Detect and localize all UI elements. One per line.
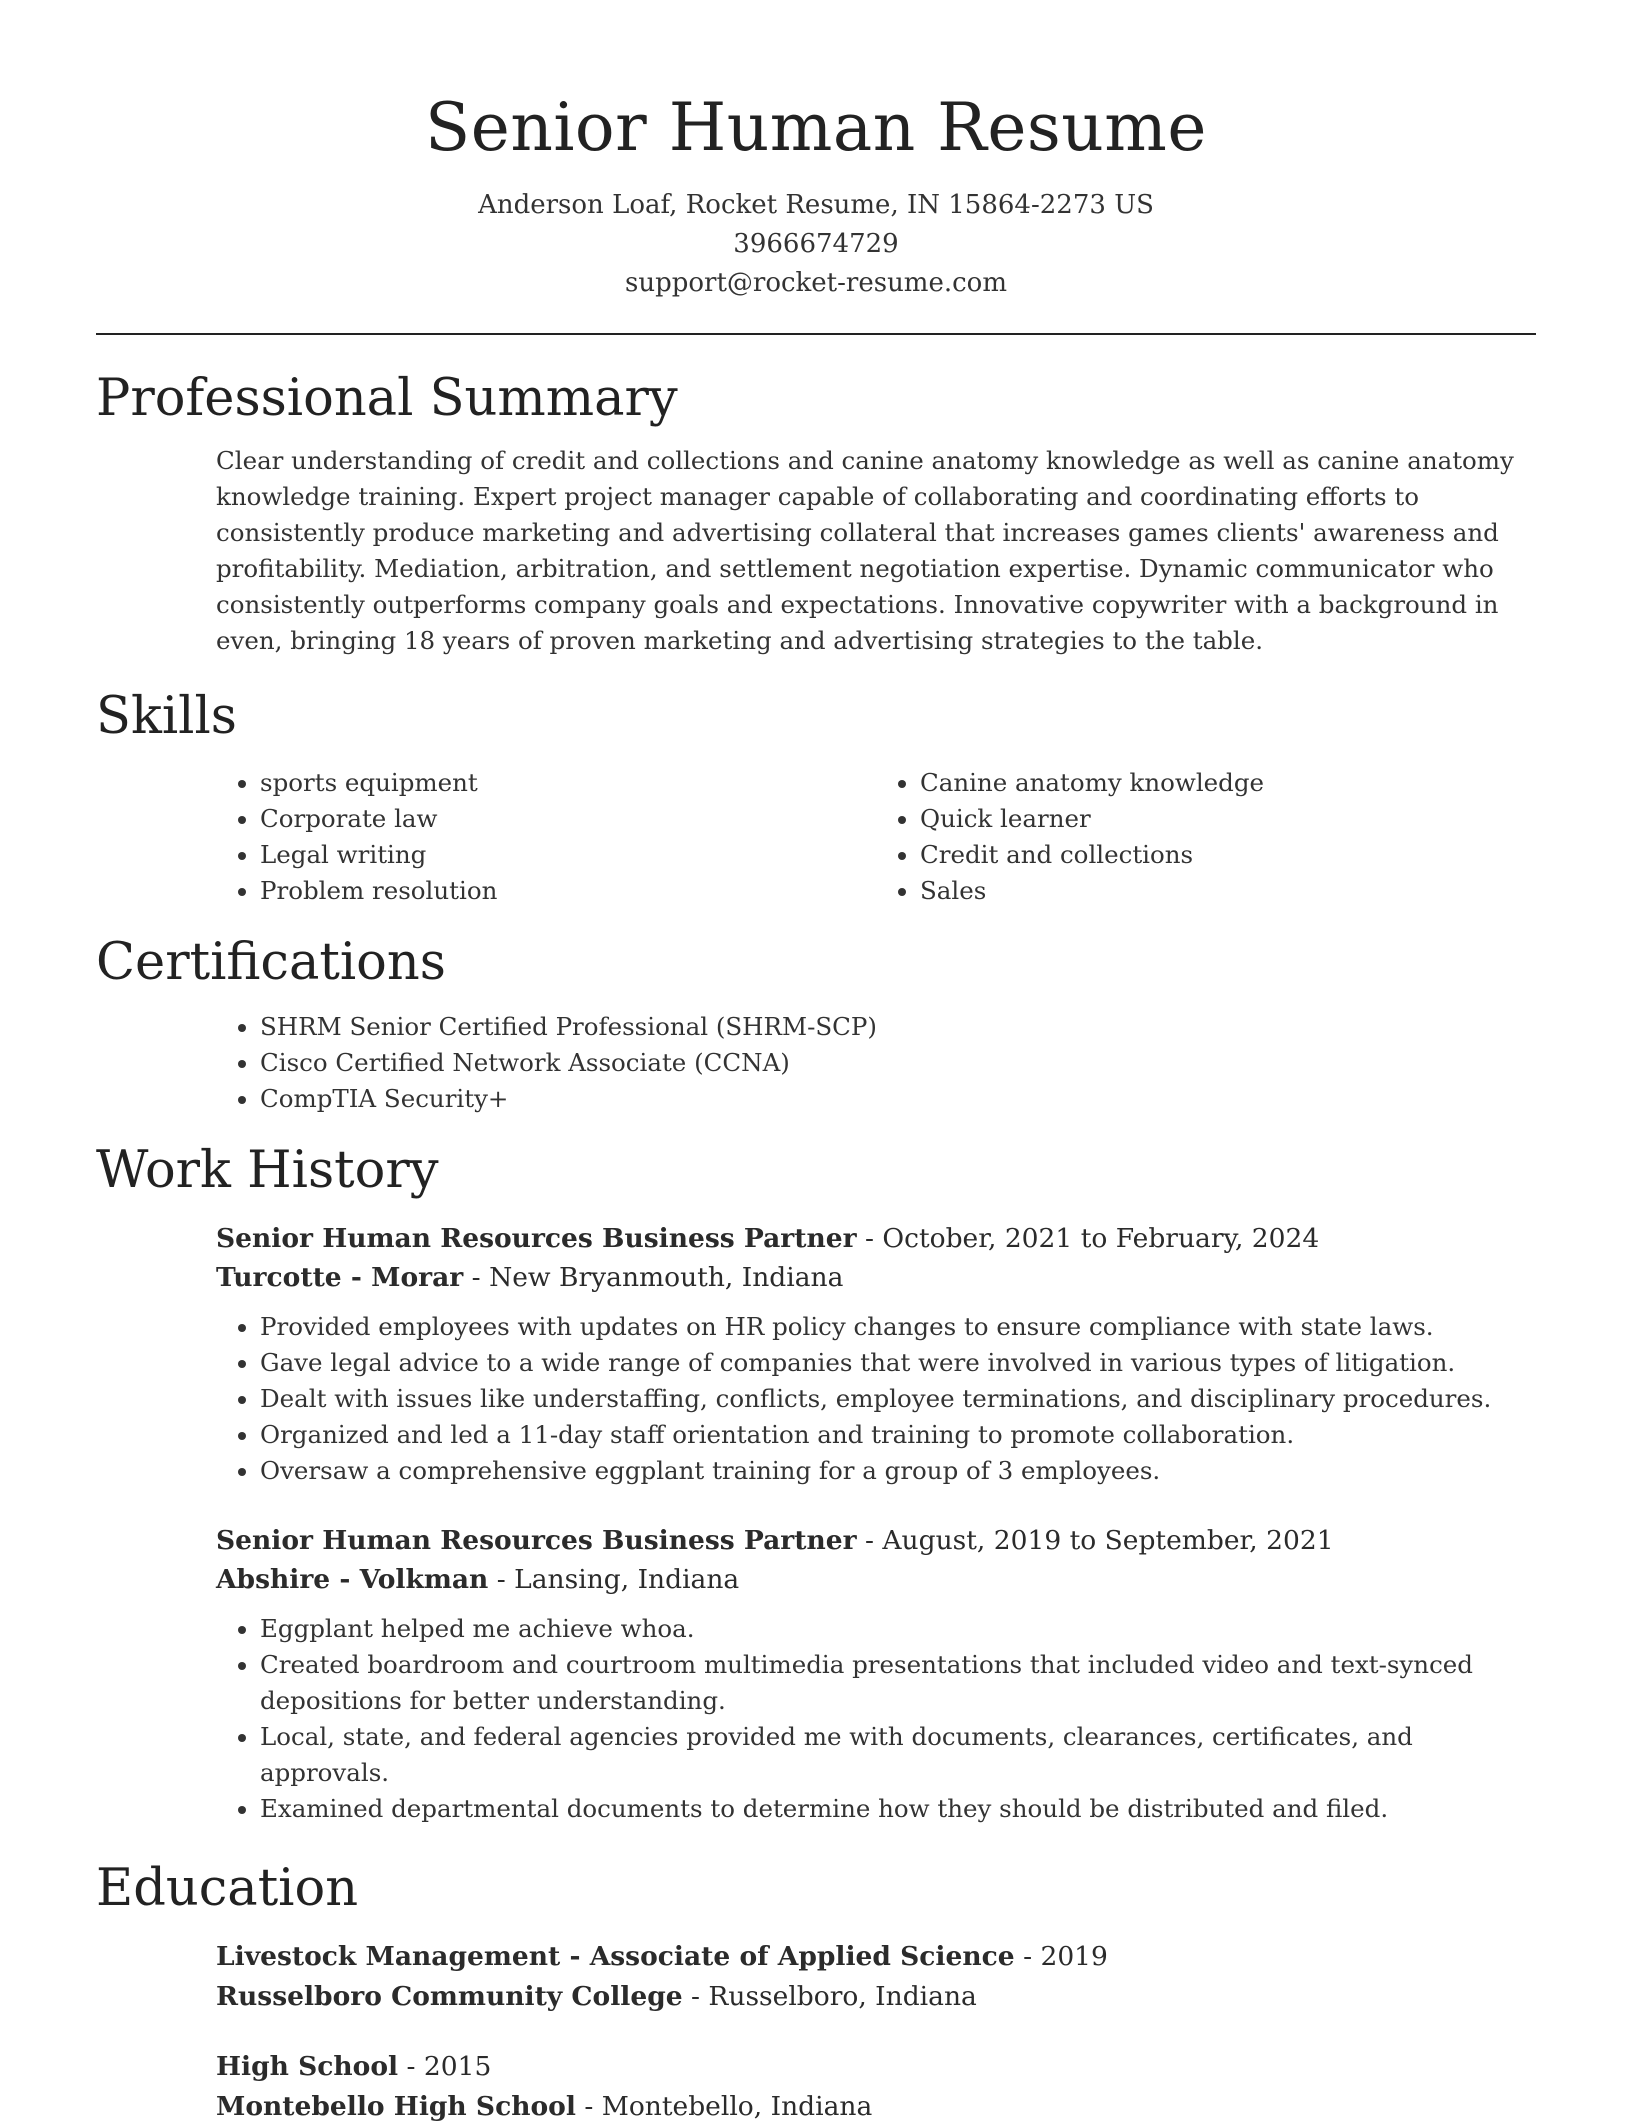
list-item: • Gave legal advice to a wide range of companies that were involved in various types of litigation. bbox=[260, 1345, 1536, 1381]
job-dates: August, 2019 to September, 2021 bbox=[882, 1525, 1334, 1556]
resume-header bbox=[96, 0, 1536, 303]
education-degree: Livestock Management - Associate of Applied Science bbox=[216, 1941, 1015, 1972]
separator: - bbox=[406, 2051, 424, 2082]
education-school: Russelboro Community College bbox=[216, 1981, 683, 2012]
job-entry bbox=[216, 1219, 1536, 1489]
education-degree: High School bbox=[216, 2051, 399, 2082]
list-item: • Corporate law bbox=[260, 801, 876, 837]
education-heading: Education bbox=[96, 1859, 359, 1918]
job-title: Senior Human Resources Business Partner bbox=[216, 1525, 857, 1556]
education-location: Montebello, Indiana bbox=[601, 2091, 873, 2122]
job-bullets-wrap bbox=[216, 1611, 1536, 1827]
job-company: Turcotte - Morar bbox=[216, 1262, 464, 1293]
list-item: • Organized and led a 11-day staff orientation and training to promote collaboration. bbox=[260, 1417, 1536, 1453]
job-company: Abshire - Volkman bbox=[216, 1564, 489, 1595]
education-year: 2015 bbox=[423, 2051, 492, 2082]
list-item: • Credit and collections bbox=[920, 837, 1536, 873]
summary-text: Clear understanding of credit and collections and canine anatomy knowledge as well as canine anatomy knowledge training. Expert project manager capable of collaborating and coordinating efforts to consistently produce marketing and advertising collateral that increases games clients' awareness and profitability. Mediation, arbitration, and settlement negotiation expertise. Dynamic communicator who consistently outperforms company goals and expectations. Innovative copywriter with a background in even, bringing 18 years of proven marketing and advertising strategies to the table. bbox=[216, 446, 1514, 655]
list-item: • Legal writing bbox=[260, 837, 876, 873]
job-company-line bbox=[216, 1560, 1536, 1599]
education-entry bbox=[216, 2047, 1536, 2127]
job-entry bbox=[216, 1521, 1536, 1827]
skills-list-left bbox=[216, 765, 876, 909]
job-title-line bbox=[216, 1521, 1536, 1560]
list-item: • Provided employees with updates on HR policy changes to ensure compliance with state laws. bbox=[260, 1309, 1536, 1345]
list-item: • SHRM Senior Certified Professional (SHRM-SCP) bbox=[260, 1009, 1536, 1045]
education-degree-line bbox=[216, 1937, 1536, 1977]
separator: - bbox=[496, 1564, 515, 1595]
list-item: • Sales bbox=[920, 873, 1536, 909]
separator: - bbox=[691, 1981, 709, 2012]
work-history-section bbox=[96, 1139, 1536, 1827]
job-company-line bbox=[216, 1258, 1536, 1297]
education-location: Russelboro, Indiana bbox=[708, 1981, 977, 2012]
list-item: • Dealt with issues like understaffing, conflicts, employee terminations, and disciplinary procedures. bbox=[260, 1381, 1536, 1417]
list-item: • Canine anatomy knowledge bbox=[920, 765, 1536, 801]
education-school-line bbox=[216, 2087, 1536, 2127]
separator: - bbox=[865, 1525, 883, 1556]
page-title: Senior Human Resume bbox=[425, 89, 1207, 166]
contact-address: Anderson Loaf, Rocket Resume, IN 15864-2273 US bbox=[478, 190, 1154, 220]
list-item: • Local, state, and federal agencies provided me with documents, clearances, certificates, and approvals. bbox=[260, 1719, 1536, 1791]
certifications-list-wrap bbox=[216, 1009, 1536, 1117]
education-school: Montebello High School bbox=[216, 2091, 576, 2122]
list-item: • Oversaw a comprehensive eggplant training for a group of 3 employees. bbox=[260, 1453, 1536, 1489]
job-bullets bbox=[216, 1611, 1536, 1827]
list-item: • Quick learner bbox=[920, 801, 1536, 837]
summary-section bbox=[96, 367, 1536, 659]
list-item: • CompTIA Security+ bbox=[260, 1081, 1536, 1117]
certifications-section bbox=[96, 931, 1536, 1117]
separator: - bbox=[471, 1262, 490, 1293]
list-item: • Problem resolution bbox=[260, 873, 876, 909]
skills-section bbox=[96, 685, 1536, 909]
list-item: • Created boardroom and courtroom multimedia presentations that included video and text-synced depositions for better understanding. bbox=[260, 1647, 1536, 1719]
list-item: • sports equipment bbox=[260, 765, 876, 801]
job-dates: October, 2021 to February, 2024 bbox=[882, 1223, 1320, 1254]
list-item: • Eggplant helped me achieve whoa. bbox=[260, 1611, 1536, 1647]
job-location: New Bryanmouth, Indiana bbox=[489, 1262, 844, 1293]
education-section bbox=[96, 1857, 1536, 2127]
job-title: Senior Human Resources Business Partner bbox=[216, 1223, 857, 1254]
skills-list-right bbox=[876, 765, 1536, 909]
list-item: • Cisco Certified Network Associate (CCNA) bbox=[260, 1045, 1536, 1081]
work-history-heading: Work History bbox=[96, 1141, 439, 1200]
certifications-heading: Certifications bbox=[96, 933, 446, 992]
separator: - bbox=[584, 2091, 602, 2122]
skills-heading: Skills bbox=[96, 687, 237, 746]
education-entry bbox=[216, 1937, 1536, 2017]
separator: - bbox=[865, 1223, 883, 1254]
job-location: Lansing, Indiana bbox=[514, 1564, 740, 1595]
contact-info bbox=[96, 186, 1536, 303]
education-year: 2019 bbox=[1040, 1941, 1108, 1972]
education-degree-line bbox=[216, 2047, 1536, 2087]
job-title-line bbox=[216, 1219, 1536, 1258]
skills-columns bbox=[216, 765, 1536, 909]
list-item: • Examined departmental documents to determine how they should be distributed and filed. bbox=[260, 1791, 1536, 1827]
header-divider bbox=[96, 333, 1536, 335]
separator: - bbox=[1023, 1941, 1041, 1972]
job-bullets bbox=[216, 1309, 1536, 1489]
education-school-line bbox=[216, 1977, 1536, 2017]
job-bullets-wrap bbox=[216, 1309, 1536, 1489]
summary-heading: Professional Summary bbox=[96, 369, 678, 428]
contact-email: support@rocket-resume.com bbox=[624, 268, 1007, 298]
contact-phone: 3966674729 bbox=[733, 229, 899, 259]
certifications-list bbox=[216, 1009, 1536, 1117]
